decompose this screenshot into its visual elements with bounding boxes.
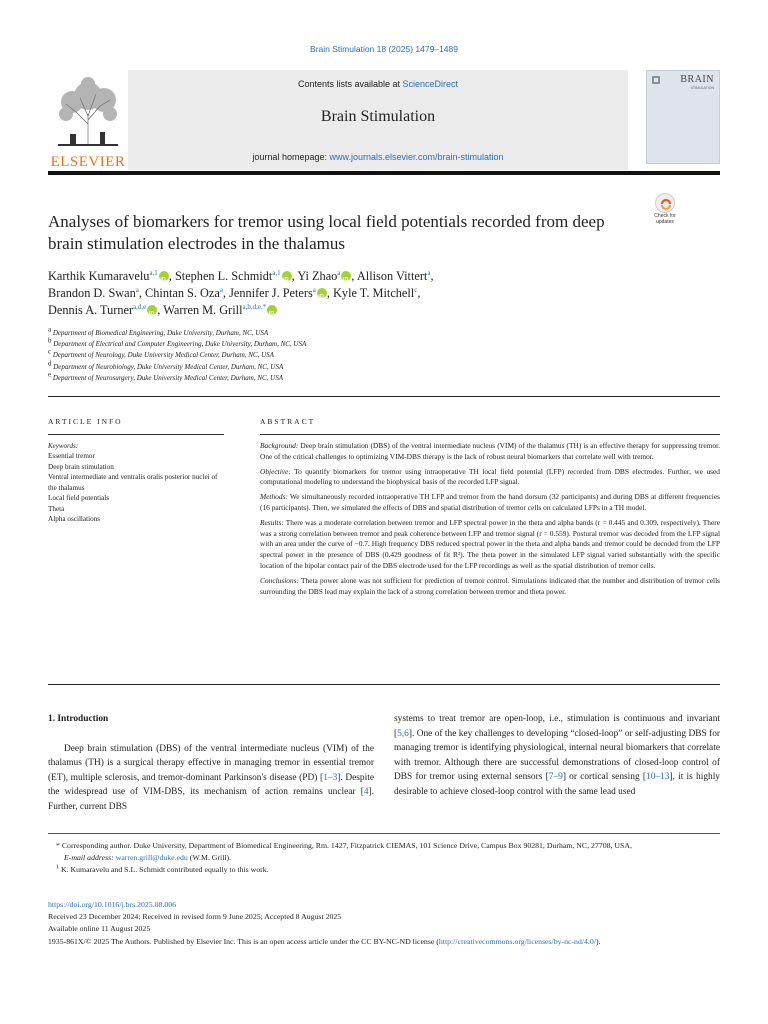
orcid-icon[interactable] xyxy=(159,271,169,281)
citation-link[interactable]: 1–3 xyxy=(323,772,338,783)
abstract-objective: Objective: To quantify biomarkers for tremor using intraoperative TH local field potential (LFP) recorded from DBS electrodes. Further, we used computational modeling to understand the biophysical basis of the recorded LFP signal. xyxy=(260,466,720,487)
keyword-item: Alpha oscillations xyxy=(48,515,101,523)
article-title: Analyses of biomarkers for tremor using local field potentials recorded from deep brain stimulation electrodes in the thalamus xyxy=(48,212,605,253)
check-updates-label: Check for updates xyxy=(654,213,676,225)
footnotes xyxy=(48,833,720,877)
keyword-list xyxy=(48,451,224,525)
citation-link[interactable]: 10–13 xyxy=(646,772,670,783)
keyword-item: Ventral intermediate and ventralis oralis posterior nuclei of the thalamus xyxy=(48,473,218,492)
section-heading-introduction: 1. Introduction xyxy=(48,714,109,724)
equal-contribution-note: $^1$ K. Kumaravelu and S.L. Schmidt contributed equally to this work. xyxy=(56,864,269,875)
author-affiliation-marker[interactable]: a xyxy=(219,285,223,294)
article-info-heading: ARTICLE INFO xyxy=(48,417,123,426)
keyword-item: Theta xyxy=(48,504,65,513)
author-affiliation-marker[interactable]: a,1 xyxy=(272,268,281,277)
license-statement: 1935-861X/© 2025 The Authors. Published by Elsevier Inc. This is an open access article under the CC BY-NC-ND license (http://creativecommons.org/licenses/by-nc-nd/4.0/). xyxy=(48,936,601,946)
author-list: Karthik Kumaravelu$^{a,1}$iD , Stephen L. Schmidt$^{a,1}$iD , Yi Zhao$^a$iD , Allison Vittert$^a$, Brandon D. Swan$^a$, Chintan S. Oza$^a$, Jennifer J. Peters$^a$iD , Kyle T. Mitchell$^c$, Dennis A. Turner$^{a,d,e}$iD , Warren M. Grill$^{a,b,d,e,*}$iD xyxy=(48,268,678,319)
abstract-divider xyxy=(48,684,720,685)
cover-subtitle: STIMULATION xyxy=(690,86,714,90)
email-note: E-mail address: warren.grill@duke.edu (W.M. Grill). xyxy=(64,853,232,863)
check-updates-icon xyxy=(655,193,675,213)
info-divider xyxy=(48,434,224,435)
journal-cover[interactable] xyxy=(646,70,720,164)
license-link[interactable]: http://creativecommons.org/licenses/by-nc-nd/4.0/ xyxy=(438,936,596,946)
header-divider xyxy=(48,171,720,175)
journal-banner xyxy=(128,70,628,170)
author-affiliation-marker[interactable]: a,b,d,e,* xyxy=(242,302,267,311)
citation-link[interactable]: 7–9 xyxy=(548,772,563,783)
doi-link[interactable]: https://doi.org/10.1016/j.brs.2025.08.006 xyxy=(48,900,177,909)
abstract xyxy=(260,434,720,597)
affiliation-item: $^b$ Department of Electrical and Computer Engineering, Duke University, Durham, NC, USA xyxy=(48,336,307,349)
author-name[interactable]: Kyle T. Mitchell$^c$ xyxy=(333,285,418,300)
keyword-item: Essential tremor xyxy=(48,452,95,460)
author-affiliation-marker[interactable]: a,1 xyxy=(149,268,158,277)
affiliation-item: $^c$ Department of Neurology, Duke University Medical Center, Durham, NC, USA xyxy=(48,348,274,360)
author-name[interactable]: Stephen L. Schmidt$^{a,1}$iD xyxy=(175,269,292,283)
sciencedirect-link[interactable]: ScienceDirect xyxy=(402,79,459,89)
contents-line xyxy=(128,79,628,89)
orcid-icon[interactable] xyxy=(317,288,327,298)
journal-title: Brain Stimulation xyxy=(320,108,436,125)
author-affiliation-marker[interactable]: a xyxy=(427,268,431,277)
orcid-icon[interactable] xyxy=(282,271,292,281)
homepage-prefix: journal homepage: xyxy=(252,152,330,162)
body-column-right xyxy=(394,712,720,800)
intro-paragraph-1: Deep brain stimulation (DBS) of the ventral intermediate nucleus (VIM) of the thalamus (TH) is a surgical therapy effective in managing tremor in essential tremor (ET), multiple sclerosis, and tremor-dominant Parkinson's disease (PD) [1–3]. Despite the widespread use of VIM-DBS, its mechanism of action remains unclear [4]. Further, current DBS xyxy=(48,743,374,812)
orcid-icon[interactable] xyxy=(267,305,277,315)
email-link[interactable]: warren.grill@duke.edu xyxy=(115,853,188,863)
author-name[interactable]: Brandon D. Swan$^a$ xyxy=(48,285,139,300)
elsevier-logo[interactable] xyxy=(48,76,128,170)
author-name[interactable]: Yi Zhao$^a$iD xyxy=(297,269,351,283)
author-affiliation-marker[interactable]: a xyxy=(135,285,139,294)
abstract-background: Background: Deep brain stimulation (DBS) of the ventral intermediate nucleus (VIM) of the thalamus (TH) is an effective therapy for suppressing tremor. One of the critical challenges to optimizing VIM-DBS therapy is the lack of robust neural biomarkers that correlate well with tremor. xyxy=(260,441,720,461)
author-affiliation-marker[interactable]: a xyxy=(312,285,316,294)
online-date: Available online 11 August 2025 xyxy=(48,924,151,934)
contents-prefix: Contents lists available at xyxy=(297,79,403,89)
author-affiliation-marker[interactable]: c xyxy=(414,285,418,294)
intro-paragraph-2: systems to treat tremor are open-loop, i.e., stimulation is continuous and invariant [5,6]. One of the key challenges to developing “closed-loop” or self-adjusting DBS for managing tremor is identifying physiological, internal neural biomarkers that correlate with tremor. Although there are successful demonstrations of closed-loop control of DBS for tremor using external sensors [7–9] or cortical sensing [10–13], it is highly desirable to achieve closed-loop control with the same lead used xyxy=(394,714,720,797)
cover-title: BRAIN xyxy=(680,74,714,85)
author-name[interactable]: Jennifer J. Peters$^a$iD xyxy=(229,286,327,300)
author-name[interactable]: Dennis A. Turner$^{a,d,e}$iD xyxy=(48,303,157,317)
article-metadata xyxy=(48,899,720,948)
keyword-item: Deep brain stimulation xyxy=(48,462,114,471)
homepage-link[interactable]: www.journals.elsevier.com/brain-stimulation xyxy=(329,152,504,162)
abstract-results: Results: There was a moderate correlation between tremor and LFP spectral power in the theta and alpha bands (r = 0.445 and 0.309, respectively). There was a strong correlation between tremor and peak coherence between LFP and tremor signal (r = 0.559). Postural tremor was decoded from the LFP signal with an area under the curve of −0.7. High frequency DBS reduced spectral power in the theta and alpha bands and tremor could be decoded from the LFP spectral power in the presence of DBS (0.429 goodness of fit R²). The theta power in the simulated LFP signal varied substantially with the specific location of the bipolar contact pair of the DBS electrode used for the LFP recordings as well as the spatial distribution of tremor cells. xyxy=(260,517,720,570)
keywords-label: Keywords: xyxy=(48,442,79,450)
abstract-methods: Methods: We simultaneously recorded intraoperative TH LFP and tremor from the hand dorsum (32 participants) and during DBS at different frequencies (16 participants). Then, we simulated the effects of DBS and spatial distribution of tremor cells on calculated LFPs in a TH model. xyxy=(260,492,720,512)
corresponding-author-note: * Corresponding author. Duke University, Department of Biomedical Engineering, Rm. 1427, Fitzpatrick CIEMAS, 101 Science Drive, Campus Box 90281, Durham, NC, 27708, USA, xyxy=(56,841,632,850)
check-for-updates-button[interactable] xyxy=(648,193,682,229)
author-name[interactable]: Chintan S. Oza$^a$ xyxy=(145,285,223,300)
publisher-name: ELSEVIER xyxy=(50,154,126,170)
orcid-icon[interactable] xyxy=(147,305,157,315)
affiliation-list xyxy=(48,325,648,384)
journal-header xyxy=(48,70,720,170)
author-affiliation-marker[interactable]: a,d,e xyxy=(133,302,147,311)
author-affiliation-marker[interactable]: a xyxy=(337,268,341,277)
author-name[interactable]: Warren M. Grill$^{a,b,d,e,*}$iD xyxy=(163,303,277,317)
author-name[interactable]: Allison Vittert$^a$ xyxy=(356,268,431,283)
body-column-left xyxy=(48,712,374,815)
article-info xyxy=(48,434,224,525)
abstract-conclusions: Conclusions: Theta power alone was not sufficient for prediction of tremor control. Simulations indicated that the number and distribution of tremor cells surrounding the DBS lead may explain the lack of a strong correlation between tremor and theta power. xyxy=(260,575,720,596)
homepage-line xyxy=(128,152,628,162)
received-dates: Received 23 December 2024; Received in revised form 9 June 2025; Accepted 8 August 2025 xyxy=(48,912,342,922)
keyword-item: Local field potentials xyxy=(48,494,110,502)
author-name[interactable]: Karthik Kumaravelu$^{a,1}$iD xyxy=(48,269,169,283)
citation-link[interactable]: 5,6 xyxy=(397,728,409,739)
journal-reference[interactable]: Brain Stimulation 18 (2025) 1479–1489 xyxy=(310,44,458,54)
citation-link[interactable]: 4 xyxy=(363,787,369,798)
section-divider xyxy=(48,396,720,397)
abstract-heading: ABSTRACT xyxy=(260,417,316,426)
affiliation-item: $^e$ Department of Neurosurgery, Duke University Medical Center, Durham, NC, USA xyxy=(48,370,283,382)
orcid-icon[interactable] xyxy=(341,271,351,281)
affiliation-item: $^d$ Department of Neurobiology, Duke University Medical Center, Durham, NC, USA xyxy=(48,359,284,371)
affiliation-item: $^a$ Department of Biomedical Engineering, Duke University, Durham, NC, USA xyxy=(48,325,269,337)
elsevier-tree-icon xyxy=(52,76,124,148)
cover-logo-icon xyxy=(651,75,661,85)
